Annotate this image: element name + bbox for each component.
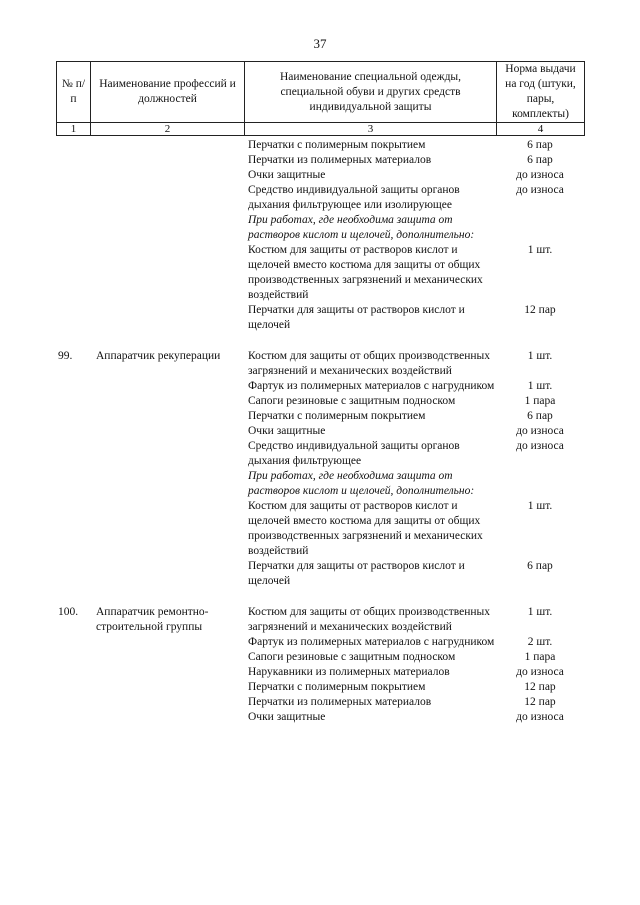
equipment-name: Сапоги резиновые с защитным подноском bbox=[248, 651, 456, 663]
norm-value: 6 пар bbox=[527, 560, 553, 572]
table-body bbox=[56, 138, 584, 725]
equipment-name: Перчатки с полимерным покрытием bbox=[248, 681, 426, 693]
header-num-1: 1 bbox=[57, 123, 91, 136]
norm-value: 6 пар bbox=[527, 154, 553, 166]
equipment-item bbox=[244, 303, 584, 333]
equipment-name: Очки защитные bbox=[248, 711, 326, 723]
equipment-name: Костюм для защиты от растворов кислот и щелочей вместо костюма для защиты от общих производственных загрязнений и механических воздействий bbox=[248, 500, 483, 557]
equipment-name: Перчатки из полимерных материалов bbox=[248, 154, 432, 166]
norm-value: до износа bbox=[516, 169, 564, 181]
equipment-item bbox=[244, 635, 584, 650]
equipment-item bbox=[244, 605, 584, 635]
norm-value: 6 пар bbox=[527, 139, 553, 151]
profession-name: Аппаратчик ремонтно-строительной группы bbox=[96, 606, 209, 633]
condition-note: При работах, где необходима защита от растворов кислот и щелочей, дополнительно: bbox=[248, 470, 475, 497]
equipment-list bbox=[244, 138, 584, 333]
norm-value: 6 пар bbox=[527, 410, 553, 422]
equipment-name: Костюм для защиты от растворов кислот и щелочей вместо костюма для защиты от общих производственных загрязнений и механических воздействий bbox=[248, 244, 483, 301]
norm-value: до износа bbox=[516, 440, 564, 452]
row-number: 99. bbox=[58, 350, 73, 362]
norm-value: 1 шт. bbox=[527, 500, 553, 512]
equipment-item bbox=[244, 499, 584, 559]
equipment-item bbox=[244, 469, 584, 499]
norm-value: 1 пара bbox=[524, 395, 556, 407]
norm-value bbox=[496, 213, 584, 243]
equipment-item bbox=[244, 650, 584, 665]
equipment-name: Средство индивидуальной защиты органов дыхания фильтрующее bbox=[248, 440, 460, 467]
equipment-name: Сапоги резиновые с защитным подноском bbox=[248, 395, 456, 407]
equipment-item bbox=[244, 409, 584, 424]
page-number: 37 bbox=[313, 36, 327, 51]
table-row bbox=[56, 138, 584, 333]
norm-value: 2 шт. bbox=[527, 636, 553, 648]
equipment-item bbox=[244, 153, 584, 168]
equipment-item bbox=[244, 379, 584, 394]
row-number: 100. bbox=[58, 606, 79, 618]
norm-value: 12 пар bbox=[524, 696, 556, 708]
norm-value: 1 шт. bbox=[527, 244, 553, 256]
norm-value: до износа bbox=[516, 666, 564, 678]
equipment-name: Перчатки из полимерных материалов bbox=[248, 696, 432, 708]
equipment-name: Нарукавники из полимерных материалов bbox=[248, 666, 450, 678]
table-row bbox=[56, 349, 584, 589]
equipment-name: Перчатки для защиты от растворов кислот и щелочей bbox=[248, 560, 465, 587]
header-col-equipment: Наименование специальной одежды, специальной обуви и других средств индивидуальной защиты bbox=[245, 62, 497, 123]
header-num-3: 3 bbox=[245, 123, 497, 136]
equipment-item bbox=[244, 394, 584, 409]
profession-name bbox=[90, 138, 244, 333]
equipment-name: Перчатки с полимерным покрытием bbox=[248, 410, 426, 422]
equipment-name: Костюм для защиты от общих производственных загрязнений и механических воздействий bbox=[248, 350, 490, 377]
condition-note: При работах, где необходима защита от растворов кислот и щелочей, дополнительно: bbox=[248, 214, 475, 241]
equipment-item bbox=[244, 710, 584, 725]
header-num-4: 4 bbox=[497, 123, 585, 136]
row-spacer bbox=[56, 333, 584, 349]
equipment-item bbox=[244, 665, 584, 680]
norm-value bbox=[496, 469, 584, 499]
norm-value: 12 пар bbox=[524, 681, 556, 693]
equipment-item bbox=[244, 183, 584, 213]
equipment-item bbox=[244, 695, 584, 710]
equipment-item bbox=[244, 138, 584, 153]
norm-value: до износа bbox=[516, 184, 564, 196]
header-num-2: 2 bbox=[91, 123, 245, 136]
equipment-list bbox=[244, 349, 584, 589]
header-col-number: № п/п bbox=[57, 62, 91, 123]
equipment-name: Фартук из полимерных материалов с нагрудником bbox=[248, 636, 495, 648]
profession-name: Аппаратчик рекуперации bbox=[96, 350, 221, 362]
table-row bbox=[56, 605, 584, 725]
row-number bbox=[56, 138, 90, 333]
norm-value: 1 шт. bbox=[527, 606, 553, 618]
equipment-item bbox=[244, 213, 584, 243]
equipment-name: Очки защитные bbox=[248, 425, 326, 437]
equipment-name: Костюм для защиты от общих производственных загрязнений и механических воздействий bbox=[248, 606, 490, 633]
equipment-name: Перчатки для защиты от растворов кислот и щелочей bbox=[248, 304, 465, 331]
row-spacer bbox=[56, 589, 584, 605]
equipment-item bbox=[244, 349, 584, 379]
norm-value: 1 шт. bbox=[527, 380, 553, 392]
norm-value: до износа bbox=[516, 711, 564, 723]
equipment-name: Очки защитные bbox=[248, 169, 326, 181]
norm-value: 12 пар bbox=[524, 304, 556, 316]
equipment-name: Перчатки с полимерным покрытием bbox=[248, 139, 426, 151]
header-col-profession: Наименование профессий и должностей bbox=[91, 62, 245, 123]
equipment-list bbox=[244, 605, 584, 725]
equipment-item bbox=[244, 559, 584, 589]
equipment-item bbox=[244, 439, 584, 469]
equipment-item bbox=[244, 424, 584, 439]
equipment-item bbox=[244, 243, 584, 303]
norm-value: 1 шт. bbox=[527, 350, 553, 362]
norm-value: 1 пара bbox=[524, 651, 556, 663]
equipment-name: Фартук из полимерных материалов с нагрудником bbox=[248, 380, 495, 392]
table-header bbox=[56, 61, 585, 136]
equipment-item bbox=[244, 168, 584, 183]
norm-value: до износа bbox=[516, 425, 564, 437]
equipment-item bbox=[244, 680, 584, 695]
header-col-norm: Норма выдачи на год (штуки, пары, комплекты) bbox=[497, 62, 585, 123]
equipment-name: Средство индивидуальной защиты органов дыхания фильтрующее или изолирующее bbox=[248, 184, 460, 211]
